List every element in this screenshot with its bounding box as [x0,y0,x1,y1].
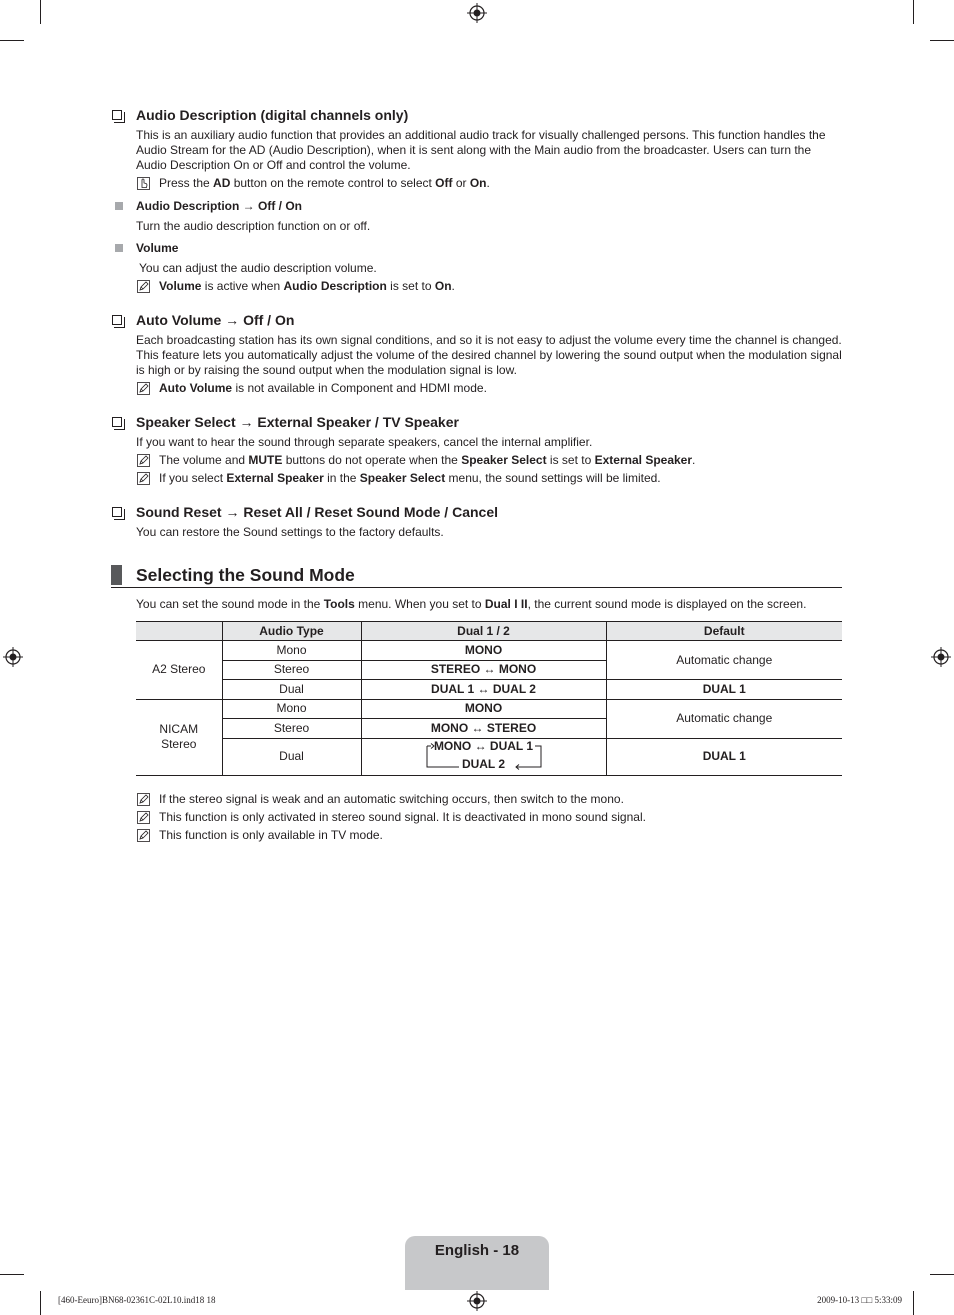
crop-mark [930,40,954,41]
table-cell: DUAL 1 [606,738,842,775]
section-heading-auto-volume: Auto Volume → Off / On [111,311,842,329]
table-cell: Dual [222,680,361,700]
table-cell: Automatic change [606,641,842,680]
table-cell: Automatic change [606,699,842,738]
checkbox-bullet-icon [112,507,122,517]
square-bullet-icon [115,244,123,252]
paragraph: You can set the sound mode in the Tools menu. When you set to Dual I II, the current sound mode is displayed on the screen. [136,597,807,611]
table-cell: Dual [222,738,361,775]
section-title-sound-mode: Selecting the Sound Mode [111,564,842,588]
section-heading-speaker-select: Speaker Select → External Speaker / TV Speaker [111,413,842,431]
crop-mark [913,0,914,24]
table-cell: MONO [361,641,606,661]
crop-mark [0,40,24,41]
table-cell: MONO [361,699,606,719]
registration-mark-icon [931,647,951,667]
hand-pointer-icon [137,177,150,190]
table-row [136,680,842,700]
registration-mark-icon [3,647,23,667]
table-header-cell: Dual 1 / 2 [361,622,606,641]
table-cell: Stereo [222,660,361,680]
table-cell: MONO ↔ STEREO [361,719,606,739]
notes-list [111,792,842,843]
paragraph: This is an auxiliary audio function that provides an additional audio track for visually challenged persons. This function handles the Audio Stream for the AD (Audio Description), when it is sent along with the Main audio from the broadcaster. Users can turn the Audio Description On or Off and control the volume. [136,128,826,172]
checkbox-bullet-icon [112,417,122,427]
table-header-cell: Audio Type [222,622,361,641]
table-cell: DUAL 1 ↔ DUAL 2 [361,680,606,700]
registration-mark-icon [467,1291,487,1311]
page-content [111,106,842,843]
checkbox-bullet-icon [112,110,122,120]
table-row [136,641,842,661]
note-pencil-icon [137,811,150,824]
table-cell: STEREO ↔ MONO [361,660,606,680]
table-cell [361,738,606,775]
note-pencil-icon [137,280,150,293]
print-slug-right: 2009-10-13 □□ 5:33:09 [817,1295,902,1305]
note: If the stereo signal is weak and an automatic switching occurs, then switch to the mono. [111,792,842,807]
title-bar-icon [111,565,122,585]
table-cell: DUAL 1 [606,680,842,700]
note: This function is only available in TV mode. [111,828,842,843]
section-heading-audio-description: Audio Description (digital channels only) [111,106,842,124]
table-cell: Mono [222,699,361,719]
subsection-heading: Audio Description → Off / On [111,199,842,214]
table-header-cell: Default [606,622,842,641]
note: If you select External Speaker in the Speaker Select menu, the sound settings will be limited. [111,471,842,486]
crop-mark [40,1291,41,1315]
sound-mode-table [136,621,842,776]
note: This function is only activated in stereo sound signal. It is deactivated in mono sound signal. [111,810,842,825]
note-pencil-icon [137,472,150,485]
note-pencil-icon [137,793,150,806]
note: The volume and MUTE buttons do not operate when the Speaker Select is set to External Speaker. [111,453,842,468]
page-number-tab: English - 18 [405,1236,549,1290]
crop-mark [930,1274,954,1275]
paragraph: Turn the audio description function on or off. [136,219,371,233]
table-group-cell: A2 Stereo [136,641,222,700]
paragraph: You can restore the Sound settings to the factory defaults. [136,525,444,539]
note: Press the AD button on the remote control to select Off or On. [111,176,842,191]
paragraph: Each broadcasting station has its own signal conditions, and so it is not easy to adjust the volume every time the channel is changed. This feature lets you automatically adjust the volume of the desired channel by lowering the sound output when the modulation signal is high or by raising the sound output when the modulation signal is low. [136,333,842,377]
mode-cycle-diagram: MONO ↔ DUAL 1 DUAL 2 [424,739,544,771]
crop-mark [40,0,41,24]
table-header-row [136,622,842,641]
print-slug-left: [460-Eeuro]BN68-02361C-02L10.ind18 18 [58,1295,216,1305]
table-cell: Mono [222,641,361,661]
subsection-heading: Volume [111,241,842,256]
table-cell: Stereo [222,719,361,739]
paragraph: If you want to hear the sound through separate speakers, cancel the internal amplifier. [136,435,593,449]
table-group-cell: NICAM Stereo [136,699,222,775]
note: Volume is active when Audio Description is set to On. [111,279,842,294]
note-pencil-icon [137,454,150,467]
registration-mark-icon [467,3,487,23]
section-heading-sound-reset: Sound Reset → Reset All / Reset Sound Mode / Cancel [111,503,842,521]
table-header-cell [136,622,222,641]
note-pencil-icon [137,382,150,395]
paragraph: You can adjust the audio description volume. [139,261,377,275]
table-row [136,699,842,719]
note-pencil-icon [137,829,150,842]
square-bullet-icon [115,202,123,210]
checkbox-bullet-icon [112,315,122,325]
crop-mark [0,1274,24,1275]
crop-mark [913,1291,914,1315]
table-row [136,738,842,775]
note: Auto Volume is not available in Component and HDMI mode. [111,381,842,396]
